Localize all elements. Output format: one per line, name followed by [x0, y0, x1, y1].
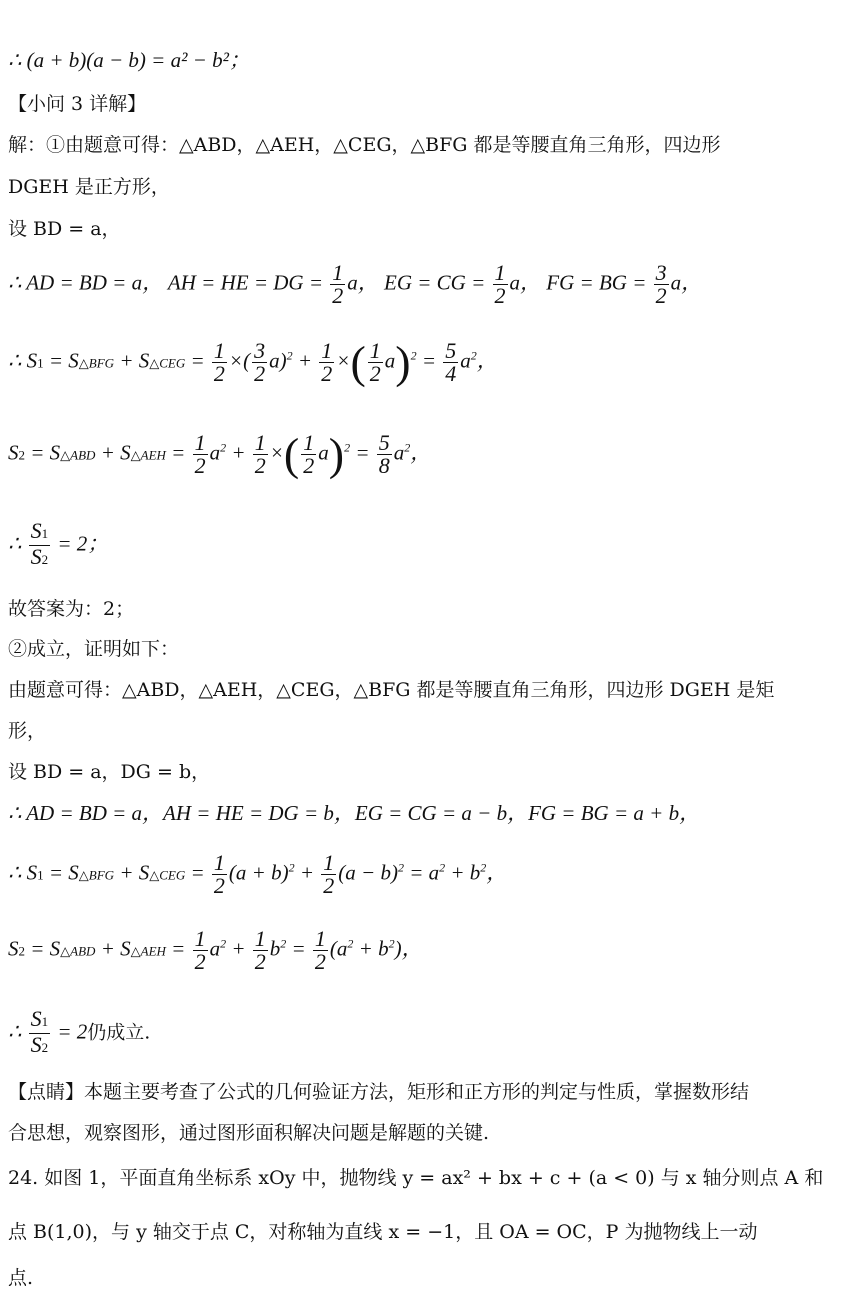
commentary-cont: [8, 1121, 489, 1145]
problem-24-end: [8, 1266, 33, 1290]
fraction: $\frac{1}{2}$: [213, 850, 225, 898]
eq-s1-general: ∴ S1 = S△BFG + S△CEG = $\frac{1}{2}$ $(a + b)^2$ + $\frac{1}{2}$ $(a - b)^2 = a^2 + b^2$，: [8, 850, 508, 898]
eq-lengths-2: [8, 801, 700, 825]
eq-text: ∴ (a + b)(a − b) = a² − b²；: [8, 48, 250, 72]
let-bd-dg-text: 设 BD = a，DG = b，: [8, 761, 211, 783]
heading-text: 【小问 3 详解】: [8, 93, 147, 115]
problem-24-text: 24. 如图 1，平面直角坐标系 xOy 中，抛物线 y = ax² + bx + c + (a < 0) 与 x 轴分则点 A 和: [8, 1167, 824, 1189]
fraction: $\frac{1}{2}$: [303, 430, 315, 478]
ratio-2-tail: 仍成立.: [87, 1021, 151, 1044]
fraction: $\frac{1}{2}$: [321, 338, 333, 386]
problem-24-cont: [8, 1220, 757, 1244]
commentary-cont-text: 合思想，观察图形，通过图形面积解决问题是解题的关键.: [8, 1122, 490, 1144]
problem-24-cont-text: 点 B(1,0)，与 y 轴交于点 C，对称轴为直线 x = −1，且 OA = OC，P 为抛物线上一动: [8, 1221, 758, 1243]
let-bd: [8, 217, 121, 241]
fraction: $\frac{1}{2}$: [194, 926, 206, 974]
problem-24-end-text: 点.: [8, 1267, 34, 1289]
eq-s2: S2 = S△ABD + S△AEH = $\frac{1}{2}$ $a^2$ + $\frac{1}{2}$ ×( $\frac{1}{2}$ a)$^2$ = $\frac{5}{8}$ $a^2$，: [8, 428, 432, 480]
fraction: $\frac{3}{2}$: [655, 260, 667, 308]
solution-intro-cont: [8, 175, 170, 199]
answer-line: [8, 597, 134, 621]
fraction: $\frac{5}{8}$: [378, 430, 390, 478]
fraction: $\frac{1}{2}$: [369, 338, 381, 386]
fraction: $\frac{1}{2}$: [254, 926, 266, 974]
fraction: $\frac{1}{2}$: [332, 260, 344, 308]
fraction: $\frac{5}{4}$: [445, 338, 457, 386]
let-bd-text: 设 BD = a，: [8, 218, 121, 240]
fraction: $\frac{1}{2}$: [323, 850, 335, 898]
let-bd-dg: [8, 760, 210, 784]
eq-s1: ∴ S1 = S△BFG + S△CEG = $\frac{1}{2}$ ×( $\frac{3}{2}$ a)$^2$ + $\frac{1}{2}$ ×( $\frac{1}{2}$ a)$^2$ = $\frac{5}{4}$ $a^2$，: [8, 336, 498, 388]
eq-ratio: ∴ $\frac{S1}{S2}$ = 2；: [8, 518, 109, 569]
proof-intro-text: ②成立，证明如下：: [8, 638, 180, 660]
fraction: $\frac{S1}{S2}$: [30, 518, 49, 569]
solution-intro-cont-text: DGEH 是正方形，: [8, 176, 170, 198]
solution-intro-text: 解：①由题意可得：△ABD，△AEH，△CEG，△BFG 都是等腰直角三角形，四边形: [8, 134, 721, 156]
fraction: $\frac{S1}{S2}$: [30, 1006, 49, 1057]
fraction: $\frac{1}{2}$: [254, 430, 266, 478]
fraction: $\frac{1}{2}$: [194, 430, 206, 478]
eq-lengths-2-text: ∴ AD = BD = a，AH = HE = DG = b，EG = CG = a − b，FG = BG = a + b，: [8, 801, 701, 825]
fraction: $\frac{1}{2}$: [314, 926, 326, 974]
proof-statement-cont: [8, 719, 46, 743]
commentary-text: 【点睛】本题主要考查了公式的几何验证方法，矩形和正方形的判定与性质，掌握数形结: [8, 1081, 750, 1103]
fraction: $\frac{3}{2}$: [254, 338, 266, 386]
answer-text: 故答案为：2；: [8, 598, 135, 620]
problem-24: [8, 1166, 823, 1190]
eq-ratio-2: ∴ $\frac{S1}{S2}$ = 2仍成立.: [8, 1006, 151, 1057]
proof-intro: [8, 637, 179, 661]
section-heading: [8, 92, 146, 116]
fraction: $\frac{1}{2}$: [213, 338, 225, 386]
proof-statement: [8, 678, 774, 702]
solution-intro: [8, 133, 720, 157]
eq-lengths: ∴ AD = BD = a， AH = HE = DG = $\frac{1}{2}$ a， EG = CG = $\frac{1}{2}$ a， FG = BG = $\frac{3}{2}$ a，: [8, 260, 703, 308]
eq-difference-of-squares: [8, 48, 250, 73]
proof-statement-text: 由题意可得：△ABD，△AEH，△CEG，△BFG 都是等腰直角三角形，四边形 DGEH 是矩: [8, 679, 775, 701]
fraction: $\frac{1}{2}$: [494, 260, 506, 308]
commentary: [8, 1080, 749, 1104]
proof-statement-cont-text: 形，: [8, 720, 47, 742]
eq-s2-general: S2 = S△ABD + S△AEH = $\frac{1}{2}$ $a^2$ + $\frac{1}{2}$ $b^2$ = $\frac{1}{2}$ $(a^2 + b^2)$，: [8, 926, 423, 974]
